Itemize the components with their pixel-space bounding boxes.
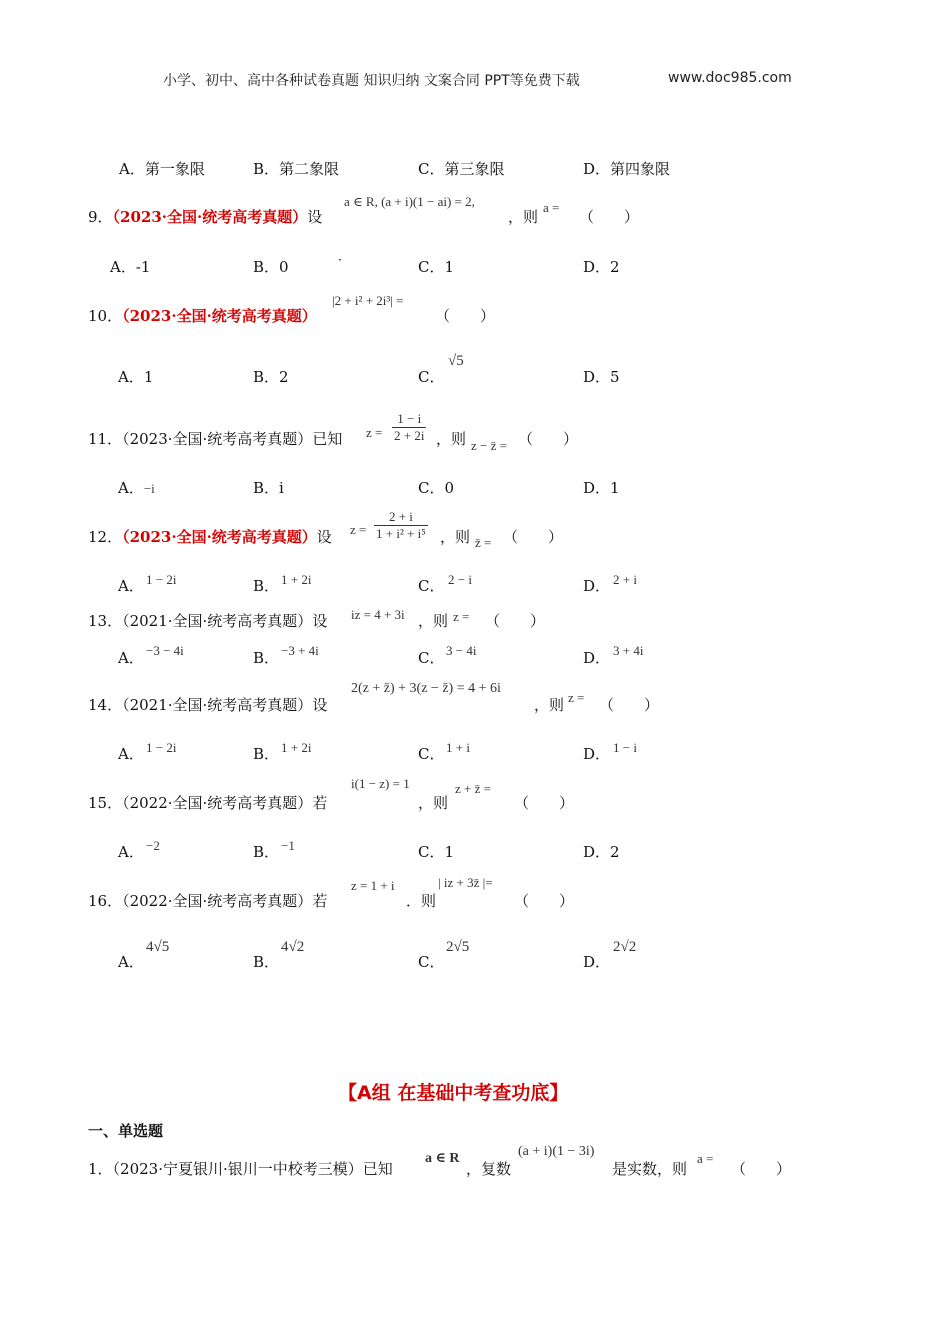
q13-option-c-value: 3 − 4i (446, 643, 477, 658)
q13-option-c-label: C． (418, 649, 445, 667)
q12-fraction (374, 509, 428, 542)
q11-frac-num: 1 − i (392, 411, 426, 428)
q12-mid: ，则 (440, 528, 471, 546)
q9-mid: ，则 (508, 208, 539, 226)
q16-option-d-value: 2√2 (613, 939, 637, 955)
q11-math-pre: z = (366, 425, 383, 440)
q13-pre: 设 (312, 612, 328, 630)
q14-paren: （ ） (599, 696, 660, 714)
q10-option-b: B．2 (253, 368, 289, 386)
q8-option-a: A．第一象限 (119, 160, 205, 178)
a1-math3: a = (697, 1151, 714, 1166)
q10-number: 10． (88, 307, 123, 325)
q13-math: iz = 4 + 3i (351, 607, 405, 622)
q13-option-b-value: −3 + 4i (281, 643, 319, 658)
q13-number: 13． (88, 612, 123, 630)
q11-option-a: A．−i (118, 479, 155, 497)
q12-option-d-value: 2 + i (613, 572, 637, 587)
section-title: 【A组 在基础中考查功底】 (338, 1082, 569, 1104)
q13-math2: z = (453, 609, 470, 624)
q11-option-d: D．1 (583, 479, 620, 497)
q15-mid: ，则 (418, 794, 449, 812)
q16-option-c-label: C． (418, 953, 445, 971)
q12-frac-den: 1 + i² + i⁵ (376, 526, 426, 541)
q12-source: （2023·全国·统考高考真题） (122, 528, 317, 546)
q13-option-d-label: D． (583, 649, 611, 667)
section-subhead: 一、单选题 (88, 1122, 164, 1140)
q15-option-a-label: A． (118, 843, 144, 861)
q9-stray-dot: · (338, 253, 342, 267)
q13-paren: （ ） (485, 612, 546, 630)
q12-math2: z̄ = (475, 535, 492, 550)
a1-math2: (a + i)(1 − 3i) (518, 1144, 595, 1159)
q15-option-d: D．2 (583, 843, 620, 861)
q9-option-c: C．1 (418, 258, 455, 276)
q11-paren: （ ） (518, 430, 579, 448)
q11-frac-den: 2 + 2i (394, 428, 425, 443)
q14-pre: 设 (312, 696, 328, 714)
q15-pre: 若 (312, 794, 328, 812)
q14-line (88, 694, 327, 715)
a1-line (88, 1158, 393, 1179)
q9-math2: a = (543, 200, 560, 215)
q14-math: 2(z + z̄) + 3(z − z̄) = 4 + 6i (351, 681, 501, 696)
q12-number: 12． (88, 528, 123, 546)
q13-source: （2021·全国·统考高考真题） (122, 612, 313, 630)
a1-source: （2023·宁夏银川·银川一中校考三模） (112, 1160, 363, 1178)
q11-option-b: B．i (253, 479, 284, 497)
q8-option-b: B．第二象限 (253, 160, 340, 178)
q11-pre: 已知 (312, 430, 343, 448)
q15-source: （2022·全国·统考高考真题） (122, 794, 313, 812)
q15-math: i(1 − z) = 1 (351, 776, 410, 791)
q11-math2: z − z̄ = (471, 438, 507, 453)
q12-option-b-label: B． (253, 577, 280, 595)
q15-math2: z + z̄ = (455, 781, 491, 796)
q14-mid: ，则 (534, 696, 565, 714)
a1-paren: （ ） (731, 1160, 792, 1178)
q16-option-d-label: D． (583, 953, 611, 971)
q8-option-d: D．第四象限 (583, 160, 671, 178)
q15-option-b-value: −1 (281, 838, 295, 853)
q12-frac-num: 2 + i (374, 509, 428, 526)
q15-number: 15． (88, 794, 123, 812)
a1-mid: ，复数 (466, 1160, 512, 1178)
q16-mid: ．则 (406, 892, 437, 910)
q14-option-d-value: 1 − i (613, 740, 637, 755)
q11-line (88, 428, 342, 449)
a1-math: a ∈ R (425, 1151, 460, 1166)
q15-option-b-label: B． (253, 843, 280, 861)
q9-option-b: B．0 (253, 258, 289, 276)
q16-math: z = 1 + i (351, 878, 395, 893)
q12-option-b-value: 1 + 2i (281, 572, 312, 587)
q13-mid: ，则 (418, 612, 449, 630)
q11-option-c: C．0 (418, 479, 455, 497)
q9-option-a: A．-1 (110, 258, 151, 276)
q13-option-b-label: B． (253, 649, 280, 667)
q12-option-c-value: 2 − i (448, 572, 472, 587)
q12-option-d-label: D． (583, 577, 611, 595)
q11-source: （2023·全国·统考高考真题） (122, 430, 313, 448)
q15-paren: （ ） (514, 794, 575, 812)
q15-line (88, 792, 327, 813)
a1-post: 是实数，则 (612, 1160, 688, 1178)
q11-fraction (392, 411, 426, 444)
q16-option-b-label: B． (253, 953, 280, 971)
q15-option-a-value: −2 (146, 838, 160, 853)
q12-paren: （ ） (503, 528, 564, 546)
q11-mid: ，则 (436, 430, 467, 448)
a1-pre: 已知 (362, 1160, 393, 1178)
q13-option-a-label: A． (118, 649, 144, 667)
q14-math2: z = (568, 690, 585, 705)
q10-option-c-value: √5 (448, 353, 464, 369)
q16-source: （2022·全国·统考高考真题） (122, 892, 313, 910)
q8-option-c: C．第三象限 (418, 160, 505, 178)
q9-pre: 设 (307, 208, 323, 226)
q10-math: |2 + i² + 2i³| = (332, 293, 404, 308)
q9-line (88, 206, 322, 227)
q14-number: 14． (88, 696, 123, 714)
q10-option-d: D．5 (583, 368, 620, 386)
q12-pre: 设 (316, 528, 332, 546)
q9-source: （2023·全国·统考高考真题） (112, 208, 308, 226)
q9-paren: （ ） (579, 208, 640, 226)
q12-option-a-label: A． (118, 577, 144, 595)
q16-option-a-label: A． (118, 953, 144, 971)
q14-option-a-label: A． (118, 745, 144, 763)
q10-option-c-label: C． (418, 368, 445, 386)
q13-line (88, 610, 327, 631)
q14-option-d-label: D． (583, 745, 611, 763)
q16-option-b-value: 4√2 (281, 939, 305, 955)
q16-paren: （ ） (514, 892, 575, 910)
q16-option-c-value: 2√5 (446, 939, 470, 955)
q14-option-c-value: 1 + i (446, 740, 470, 755)
q12-option-a-value: 1 − 2i (146, 572, 177, 587)
q14-source: （2021·全国·统考高考真题） (122, 696, 313, 714)
q16-option-a-value: 4√5 (146, 939, 170, 955)
q12-math-pre: z = (350, 522, 367, 537)
q13-option-a-value: −3 − 4i (146, 643, 184, 658)
a1-number: 1． (88, 1160, 113, 1178)
q15-option-c: C．1 (418, 843, 455, 861)
q10-line (88, 305, 317, 326)
q14-option-b-label: B． (253, 745, 280, 763)
q14-option-c-label: C． (418, 745, 445, 763)
header-text: 小学、初中、高中各种试卷真题 知识归纳 文案合同 PPT等免费下载 (163, 73, 580, 89)
q16-math2: | iz + 3z̄ |= (438, 875, 493, 890)
q10-option-a: A．1 (118, 368, 154, 386)
q10-source: （2023·全国·统考高考真题） (122, 307, 317, 325)
q9-number: 9． (88, 208, 113, 226)
q14-option-b-value: 1 + 2i (281, 740, 312, 755)
q9-math: a ∈ R, (a + i)(1 − ai) = 2, (344, 194, 475, 209)
header-url[interactable]: www.doc985.com (668, 70, 792, 86)
q13-option-d-value: 3 + 4i (613, 643, 644, 658)
q14-option-a-value: 1 − 2i (146, 740, 177, 755)
q16-line (88, 890, 327, 911)
q9-option-d: D．2 (583, 258, 620, 276)
q12-line (88, 526, 332, 547)
q11-number: 11． (88, 430, 123, 448)
q10-paren: （ ） (435, 307, 496, 325)
q16-pre: 若 (312, 892, 328, 910)
q12-option-c-label: C． (418, 577, 445, 595)
q16-number: 16． (88, 892, 123, 910)
